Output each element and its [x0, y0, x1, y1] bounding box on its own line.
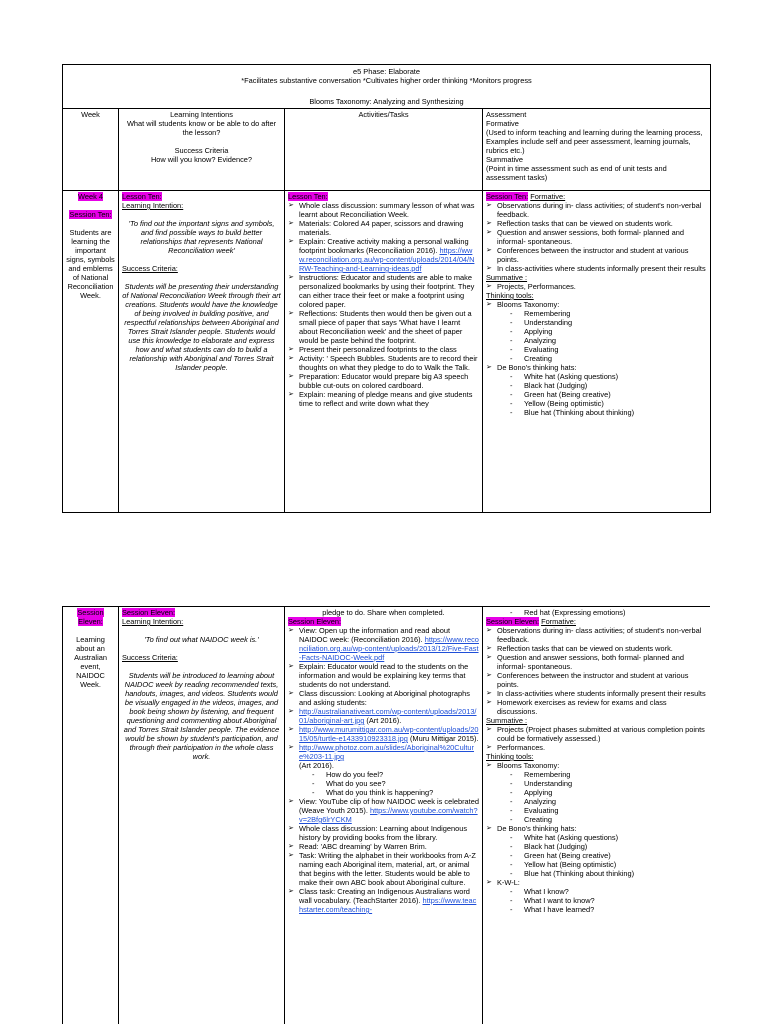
list-item: ➢ Conferences between the instructor and student at various points.: [486, 671, 707, 689]
list-item: [288, 797, 479, 824]
list-item: ➢ De Bono's thinking hats:: [486, 824, 707, 833]
list-item: - How do you feel?: [288, 770, 479, 779]
blooms-heading: Blooms Taxonomy: Analyzing and Synthesizing: [309, 97, 464, 106]
list-item: ➢ Reflection tasks that can be viewed on students work.: [486, 644, 707, 653]
list-item: ➢ Projects (Project phases submitted at various completion points could be formatively assessed.): [486, 725, 707, 743]
activities-list: [288, 201, 479, 408]
session-ten-row: [63, 191, 711, 513]
learning-intention-label: Learning Intention:: [122, 201, 184, 210]
list-item: [288, 887, 479, 914]
list-item: ➢ Instructions: Educator and students are able to make personalized bookmarks by using their footprint. They can either trace their feet or make a footprint using colored paper.: [288, 273, 479, 309]
intentions-question: What will students know or be able to do after the lesson?: [126, 119, 277, 137]
list-item: - Green hat (Being creative): [486, 851, 707, 860]
week-label: Week 4: [78, 192, 103, 201]
muru-mittigar-link[interactable]: http://www.murumittigar.com.au/wp-content/uploads/2015/05/turtle-e1433910923318.jpg: [299, 725, 479, 743]
intentions-title: Learning Intentions: [170, 110, 233, 119]
list-item: - Creating: [486, 815, 707, 824]
phase-bullets: *Facilitates substantive conversation *Cultivates higher order thinking *Monitors progress: [241, 76, 532, 85]
list-item: - What do you think is happening?: [288, 788, 479, 797]
formative-label: Formative:: [541, 617, 576, 626]
session-eleven-row: [63, 607, 711, 1024]
learning-intention-label: Learning Intention:: [122, 617, 184, 626]
list-item: ➢ Reflection tasks that can be viewed on students work.: [486, 219, 707, 228]
list-item: - Black hat (Judging): [486, 842, 707, 851]
session-label: Session Eleven:: [77, 608, 104, 626]
list-item: ➢ Activity: ' Speech Bubbles. Students are to record their thoughts on what they pledge to do to Walk the Talk.: [288, 354, 479, 372]
activities-list: [288, 626, 479, 914]
list-item: [288, 707, 479, 725]
criteria-title: Success Criteria: [174, 146, 229, 155]
list-item: ➢ Observations during in- class activities; of student's non-verbal feedback.: [486, 201, 707, 219]
reconciliation-link[interactable]: https://www.reconciliation.org.au/wp-content/uploads/2014/04/NRW-Teaching-and-Learning-ideas.pdf: [299, 246, 475, 273]
list-item: - Blue hat (Thinking about thinking): [486, 869, 707, 878]
success-criteria-text: Students will be presenting their understanding of National Reconciliation Week through their art creations. Students would have the knowledge of being involved in building positive, and respectful relationships between Aboriginal and Torres Strait Islander people. Students would use this knowledge to elaborate and express how and what students can do to build a relationship with Aboriginal and Torres Strait Islander people.: [122, 282, 281, 372]
list-item: ➢ Whole class discussion: summary lesson of what was learnt about Reconciliation Week.: [288, 201, 479, 219]
document-page-1: [62, 64, 710, 542]
list-item-text: Explain: Creative activity making a personal walking footprint bookmarks (Reconciliation 2016).: [299, 237, 469, 255]
list-item: ➢ Blooms Taxonomy:: [486, 300, 707, 309]
session-label: Session Ten:: [69, 210, 112, 219]
list-item: ➢ Observations during in- class activities; of student's non-verbal feedback.: [486, 626, 707, 644]
lesson-label: Lesson Ten:: [122, 192, 162, 201]
list-item: - What I know?: [486, 887, 707, 896]
phase-title: e5 Phase: Elaborate: [353, 67, 420, 76]
activities-column-header: Activities/Tasks: [285, 109, 483, 191]
list-item: - Remembering: [486, 770, 707, 779]
naidoc-facts-link[interactable]: https://www.reconciliation.org.au/wp-content/uploads/2013/12/Five-Fast-Facts-NAIDOC-Week.pdf: [299, 635, 479, 662]
lesson-label: Session Eleven:: [288, 617, 341, 626]
list-item: ➢ Blooms Taxonomy:: [486, 761, 707, 770]
list-item: - What I have learned?: [486, 905, 707, 914]
list-item: [288, 626, 479, 662]
week-cell: [63, 607, 119, 1024]
intentions-cell: [119, 607, 285, 1024]
youtube-link[interactable]: https://www.youtube.com/watch?v=2Bfg6lrYCKM: [299, 806, 478, 824]
list-item: - Blue hat (Thinking about thinking): [486, 408, 707, 417]
list-item: ➢ Whole class discussion: Learning about Indigenous history by providing books from the library.: [288, 824, 479, 842]
column-header-row: [63, 109, 711, 191]
assessment-column-header: [483, 109, 711, 191]
assessment-cell: [483, 607, 711, 1024]
assessment-line: Assessment: [486, 110, 527, 119]
session-label: Session Ten:: [486, 192, 529, 201]
list-item: ➢ Task: Writing the alphabet in their workbooks from A-Z naming each Aboriginal item, material, art, or animal that begins with the letter. Students would be able to make their own ABC book about Aboriginal culture.: [288, 851, 479, 887]
activities-cell: [285, 191, 483, 513]
lesson-plan-table-1: [62, 64, 711, 513]
list-item: - Green hat (Being creative): [486, 390, 707, 399]
list-item: ➢ Reflections: Students then would then be given out a small piece of paper that says 'What have I learnt about Reconciliation week' and the sheet of paper would be paste behind the footprint.: [288, 309, 479, 345]
thinking-tools-label: Thinking tools:: [486, 291, 534, 300]
lesson-label: Lesson Ten:: [288, 192, 328, 201]
criteria-question: How will you know? Evidence?: [150, 155, 253, 164]
list-item: - Creating: [486, 354, 707, 363]
learning-intention-text: 'To find out what NAIDOC week is.': [144, 635, 259, 644]
week-description: Students are learning the important signs, symbols and emblems of National Reconciliation Week.: [66, 228, 115, 300]
list-item-text: Class task: Creating an Indigenous Australians word wall vocabulary. (TeachStarter 2016).: [299, 887, 470, 905]
list-item: - Applying: [486, 327, 707, 336]
success-criteria-text: Students will be introduced to learning about NAIDOC week by reading recommended texts, handouts, images, and videos. Students would be visually engaged in the videos, images, and book being shown by listening, and frequent questioning and commenting about Aboriginal and Torres Strait Islander people. The evidence would be shown by student's participation, and through their participation in the whole class work.: [123, 671, 280, 761]
list-item-text: View: YouTube clip of how NAIDOC week is celebrated (Weave Youth 2015).: [299, 797, 479, 815]
list-item-text: View: Open up the information and read about NAIDOC week: (Reconciliation 2016).: [299, 626, 451, 644]
summative-label: Summative :: [486, 716, 528, 725]
citation: (Muru Mittigar 2015).: [407, 734, 479, 743]
list-item: - Evaluating: [486, 345, 707, 354]
list-item: ➢ Homework exercises as review for exams and class discussions.: [486, 698, 707, 716]
assessment-cell: [483, 191, 711, 513]
list-item: - Red hat (Expressing emotions): [486, 608, 707, 617]
assessment-line: Formative: [486, 119, 519, 128]
list-item: - What I want to know?: [486, 896, 707, 905]
intentions-cell: [119, 191, 285, 513]
continued-list: [486, 608, 707, 617]
lesson-label: Session Eleven:: [122, 608, 175, 617]
activities-cell: [285, 607, 483, 1024]
assessment-line: Summative: [486, 155, 523, 164]
list-item: ➢ Present their personalized footprints to the class: [288, 345, 479, 354]
assessment-line: (Point in time assessment such as end of unit tests and assessment tasks): [486, 164, 667, 182]
list-item: ➢ Question and answer sessions, both formal- planned and informal- spontaneous.: [486, 653, 707, 671]
list-item: ➢ In class-activities where students informally present their results: [486, 264, 707, 273]
phase-header-row: [63, 65, 711, 109]
list-item: - Understanding: [486, 779, 707, 788]
list-item: ➢ Projects, Performances.: [486, 282, 707, 291]
list-item: - White hat (Asking questions): [486, 372, 707, 381]
list-item: ➢ Materials: Colored A4 paper, scissors and drawing materials.: [288, 219, 479, 237]
aboriginal-art-link[interactable]: http://australianativeart.com/wp-content/uploads/2013/01/aboriginal-art.jpg: [299, 707, 477, 725]
list-item: [288, 237, 479, 273]
list-item: ➢ In class-activities where students informally present their results: [486, 689, 707, 698]
list-item: - Analyzing: [486, 336, 707, 345]
formative-list: [486, 201, 707, 273]
photoz-link[interactable]: http://www.photoz.com.au/slides/Aboriginal%20Culture%203-11.jpg: [299, 743, 475, 761]
formative-label: Formative:: [530, 192, 566, 201]
list-item: ➢ Explain: meaning of pledge means and give students time to reflect and write down what they: [288, 390, 479, 408]
list-item: ➢ De Bono's thinking hats:: [486, 363, 707, 372]
intentions-column-header: [119, 109, 285, 191]
list-item: ➢ Preparation: Educator would prepare big A3 speech bubble cut-outs on colored cardboard.: [288, 372, 479, 390]
thinking-tools-label: Thinking tools:: [486, 752, 534, 761]
success-criteria-label: Success Criteria:: [122, 653, 178, 662]
week-cell: [63, 191, 119, 513]
lesson-plan-table-2: [62, 606, 710, 1024]
list-item: - Evaluating: [486, 806, 707, 815]
list-item: [288, 743, 479, 770]
list-item: ➢ Class discussion: Looking at Aboriginal photographs and asking students:: [288, 689, 479, 707]
list-item: ➢ Question and answer sessions, both formal- planned and informal- spontaneous.: [486, 228, 707, 246]
thinking-tools-list: [486, 300, 707, 417]
session-label: Session Eleven:: [486, 617, 539, 626]
list-item: [288, 725, 479, 743]
document-page-2: [62, 606, 710, 1024]
list-item: - White hat (Asking questions): [486, 833, 707, 842]
list-item: - Yellow (Being optimistic): [486, 399, 707, 408]
assessment-line: (Used to inform teaching and learning during the learning process, Examples include self and peer assessment, learning journals, rubrics etc.): [486, 128, 703, 155]
citation: (Art 2016).: [299, 761, 334, 770]
list-item: - Applying: [486, 788, 707, 797]
list-item: ➢ Explain: Educator would read to the students on the information and would be explaining key terms that students do not understand.: [288, 662, 479, 689]
formative-list: [486, 626, 707, 716]
success-criteria-label: Success Criteria:: [122, 264, 178, 273]
summative-label: Summative :: [486, 273, 528, 282]
list-item: - Remembering: [486, 309, 707, 318]
week-description: Learning about an Australian event, NAIDOC Week.: [74, 635, 107, 689]
continued-text: pledge to do. Share when completed.: [322, 608, 445, 617]
list-item: - What do you see?: [288, 779, 479, 788]
list-item: - Analyzing: [486, 797, 707, 806]
list-item: ➢ Conferences between the instructor and student at various points.: [486, 246, 707, 264]
learning-intention-text: 'To find out the important signs and symbols, and find possible ways to build better relationships that represents National Reconciliation week': [128, 219, 275, 255]
list-item: - Yellow hat (Being optimistic): [486, 860, 707, 869]
list-item: ➢ Performances.: [486, 743, 707, 752]
week-column-header: Week: [63, 109, 119, 191]
teachstarter-link[interactable]: https://www.teachstarter.com/teaching-: [299, 896, 477, 914]
list-item: ➢ K-W-L:: [486, 878, 707, 887]
thinking-tools-list: [486, 761, 707, 914]
list-item: - Black hat (Judging): [486, 381, 707, 390]
list-item: ➢ Read: 'ABC dreaming' by Warren Brim.: [288, 842, 479, 851]
summative-list: [486, 725, 707, 752]
list-item: - Understanding: [486, 318, 707, 327]
citation: (Art 2016).: [364, 716, 402, 725]
summative-list: [486, 282, 707, 291]
